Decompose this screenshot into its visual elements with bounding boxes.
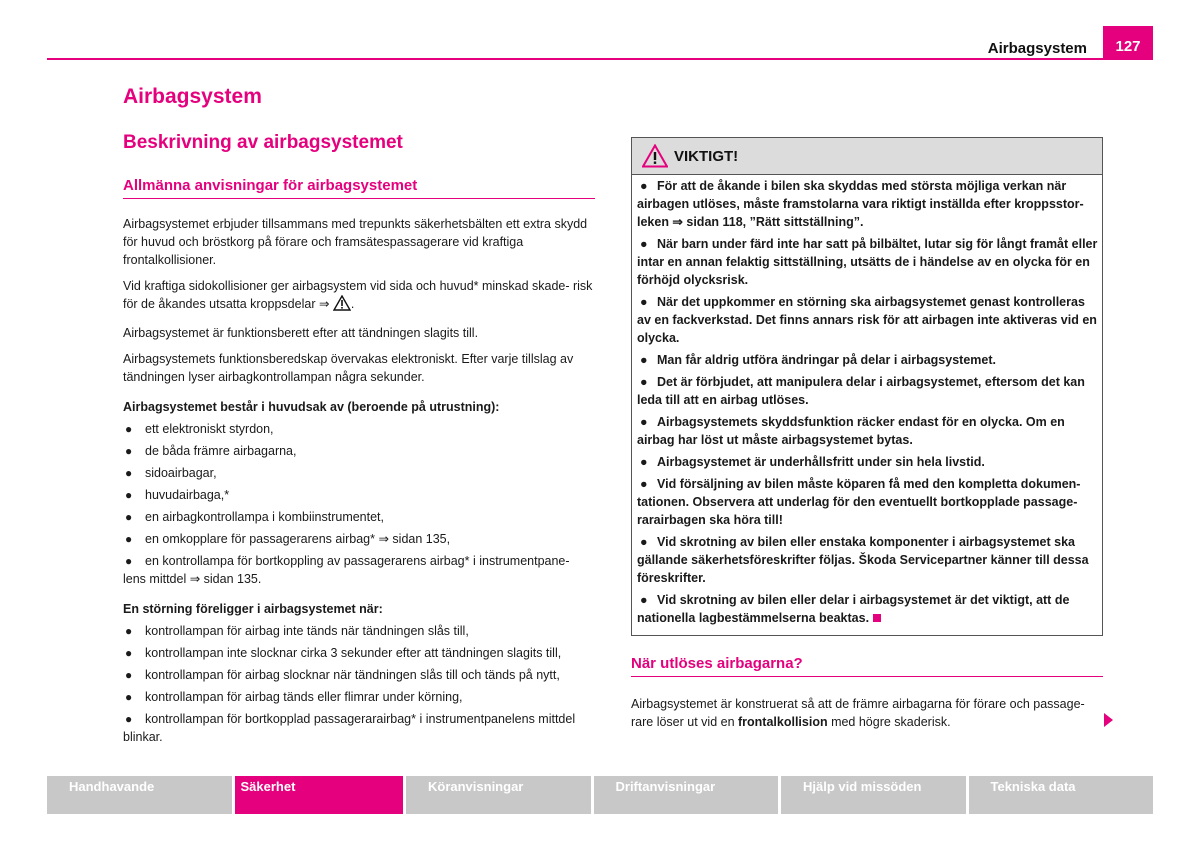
bullet-icon: ●	[640, 415, 648, 429]
nav-tab-tekniska-data[interactable]: Tekniska data	[969, 776, 1154, 814]
components-list	[123, 420, 595, 588]
deployment-paragraph	[631, 695, 1103, 731]
warning-item-text: Man får aldrig utföra ändringar på delar i airbagsystemet.	[657, 353, 996, 367]
paragraph-bold-text: frontalkollision	[738, 715, 828, 729]
bullet-icon: ●	[125, 466, 133, 480]
bullet-icon: ●	[640, 535, 648, 549]
warning-item	[637, 351, 1098, 369]
list-item-text: kontrollampan inte slocknar cirka 3 sekunder efter att tändningen slagits till,	[145, 646, 562, 660]
bullet-icon: ●	[640, 593, 648, 607]
list-item-text: ett elektroniskt styrdon,	[145, 422, 274, 436]
warning-item-text: Airbagsystemets skyddsfunktion räcker endast för en olycka. Om en airbag har löst ut måste airbagsystemet bytas.	[637, 415, 1065, 447]
list-item	[123, 486, 595, 504]
warning-item	[637, 235, 1098, 289]
warning-item-text: För att de åkande i bilen ska skyddas med största möjliga verkan när airbagen utlöses, måste framstolarna vara riktigt inställda efter kroppsstor- leken ⇒ sidan 118, ”Rätt sittställning”.	[637, 179, 1084, 229]
list-item-text: de båda främre airbagarna,	[145, 444, 297, 458]
list-item-text: kontrollampan för airbag inte tänds när tändningen slås till,	[145, 624, 469, 638]
bullet-icon: ●	[125, 510, 133, 524]
bullet-icon: ●	[125, 422, 133, 436]
page-header	[47, 26, 1153, 60]
list-item-text: kontrollampan för bortkopplad passagerarairbag* i instrumentpanelens mittdel blinkar.	[123, 712, 576, 744]
bullet-icon: ●	[125, 646, 133, 660]
warning-item-text: Vid skrotning av bilen eller delar i airbagsystemet är det viktigt, att de nationella lagbestämmelserna beaktas.	[637, 593, 1070, 625]
warning-item	[637, 373, 1098, 409]
list-item-text: en airbagkontrollampa i kombiinstrumentet,	[145, 510, 385, 524]
paragraph: Airbagsystemets funktionsberedskap övervakas elektroniskt. Efter varje tillslag av tändningen lyser airbagkontrollampan några sekunder.	[123, 352, 574, 384]
paragraph-end: .	[350, 297, 355, 311]
subsection-title-deployment: När utlöses airbagarna?	[631, 655, 1103, 677]
list-item	[123, 622, 595, 640]
paragraph: Airbagsystemet erbjuder tillsammans med trepunkts säkerhetsbälten ett extra skydd för huvud och bröstkorg på förare och framsätespassagerare vid kraftiga frontalkollisioner.	[123, 217, 588, 267]
bullet-icon: ●	[640, 237, 648, 251]
warning-box	[631, 137, 1103, 636]
section-title: Beskrivning av airbagsystemet	[123, 132, 403, 153]
warning-item	[637, 533, 1098, 587]
components-heading: Airbagsystemet består i huvudsak av (beroende på utrustning):	[123, 400, 500, 414]
paragraph-text: Vid kraftiga sidokollisioner ger airbagsystem vid sida och huvud* minskad skade- risk för de åkandes utsatta kroppsdelar ⇒	[123, 279, 593, 311]
warning-item	[637, 413, 1098, 449]
warning-item	[637, 591, 1098, 627]
warning-item-text: Det är förbjudet, att manipulera delar i airbagsystemet, eftersom det kan leda till att en airbag utlöses.	[637, 375, 1085, 407]
left-column	[123, 215, 595, 750]
list-item	[123, 530, 595, 548]
list-item	[123, 644, 595, 662]
bullet-icon: ●	[640, 295, 648, 309]
nav-tab-koranvisningar[interactable]: Köranvisningar	[406, 776, 591, 814]
list-item	[123, 464, 595, 482]
bullet-icon: ●	[640, 375, 648, 389]
warning-triangle-icon	[642, 144, 668, 173]
list-item	[123, 420, 595, 438]
bullet-icon: ●	[640, 477, 648, 491]
subsection-title-general: Allmänna anvisningar för airbagsystemet	[123, 177, 595, 199]
list-item	[123, 552, 595, 588]
warning-triangle-icon	[333, 295, 351, 316]
bullet-icon: ●	[125, 712, 133, 726]
warning-body	[632, 175, 1102, 635]
fault-list	[123, 622, 595, 746]
bullet-icon: ●	[125, 624, 133, 638]
header-title: Airbagsystem	[987, 40, 1087, 57]
warning-item-text: När det uppkommer en störning ska airbagsystemet genast kontrolleras av en fackverkstad. Det finns annars risk för att airbagen inte aktiveras vid en olycka.	[637, 295, 1097, 345]
warning-item	[637, 177, 1098, 231]
list-item	[123, 442, 595, 460]
nav-tab-handhavande[interactable]: Handhavande	[47, 776, 232, 814]
page-number: 127	[1103, 26, 1153, 60]
page-title: Airbagsystem	[123, 85, 262, 108]
bullet-icon: ●	[125, 488, 133, 502]
bullet-icon: ●	[125, 444, 133, 458]
list-item	[123, 688, 595, 706]
next-page-arrow-icon[interactable]	[1104, 713, 1113, 727]
list-item-text: en omkopplare för passagerarens airbag* ⇒ sidan 135,	[145, 532, 451, 546]
bullet-icon: ●	[640, 353, 648, 367]
warning-header	[632, 138, 1102, 175]
bullet-icon: ●	[125, 554, 133, 568]
list-item-text: en kontrollampa för bortkoppling av passagerarens airbag* i instrumentpane- lens mittdel ⇒ sidan 135.	[123, 554, 570, 586]
paragraph-text: med högre skaderisk.	[827, 715, 951, 729]
nav-tab-hjalp-vid-missoden[interactable]: Hjälp vid missöden	[781, 776, 966, 814]
warning-item-text: När barn under färd inte har satt på bilbältet, lutar sig för långt framåt eller intar en annan felaktig sittställning, utsätts de i händelse av en olycka för en förhöjd olycksrisk.	[637, 237, 1098, 287]
warning-item	[637, 453, 1098, 471]
fault-heading: En störning föreligger i airbagsystemet när:	[123, 602, 383, 616]
warning-item-text: Vid skrotning av bilen eller enstaka komponenter i airbagsystemet ska gällande säkerhetsföreskrifter följas. Škoda Servicepartner känner till dessa föreskrifter.	[637, 535, 1089, 585]
bottom-navigation	[47, 776, 1153, 814]
warning-item-text: Airbagsystemet är underhållsfritt under sin hela livstid.	[657, 455, 985, 469]
warning-title: VIKTIGT!	[674, 148, 739, 165]
list-item-text: sidoairbagar,	[145, 466, 217, 480]
warning-item-text: Vid försäljning av bilen måste köparen få med den kompletta dokumen- tationen. Observera att underlag för den eventuellt bortkopplade passage- rarairbagen ska höra till!	[637, 477, 1081, 527]
nav-tab-sakerhet[interactable]: Säkerhet	[235, 776, 404, 814]
list-item	[123, 508, 595, 526]
list-item	[123, 710, 595, 746]
list-item-text: huvudairbaga,*	[145, 488, 230, 502]
warning-item	[637, 475, 1098, 529]
list-item-text: kontrollampan för airbag tänds eller flimrar under körning,	[145, 690, 463, 704]
section-end-marker-icon	[873, 614, 881, 622]
paragraph: Airbagsystemet är funktionsberett efter att tändningen slagits till.	[123, 326, 479, 340]
bullet-icon: ●	[125, 690, 133, 704]
bullet-icon: ●	[125, 532, 133, 546]
list-item-text: kontrollampan för airbag slocknar när tändningen slås till och tänds på nytt,	[145, 668, 560, 682]
list-item	[123, 666, 595, 684]
bullet-icon: ●	[640, 179, 648, 193]
bullet-icon: ●	[125, 668, 133, 682]
paragraph-text: Airbagsystemet är konstruerat så att de främre airbagarna för förare och passage- rare löser ut vid en	[631, 697, 1085, 729]
nav-tab-driftanvisningar[interactable]: Driftanvisningar	[594, 776, 779, 814]
bullet-icon: ●	[640, 455, 648, 469]
paragraph	[123, 277, 595, 316]
warning-item	[637, 293, 1098, 347]
